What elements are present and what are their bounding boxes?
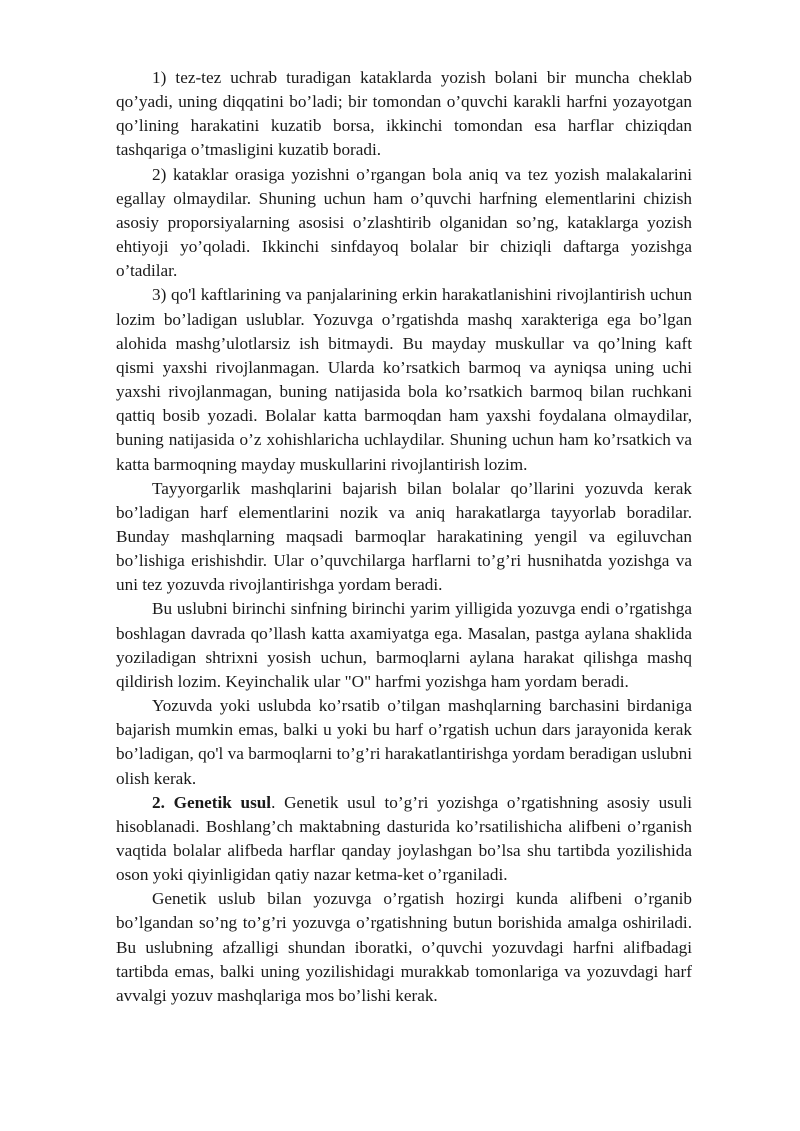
paragraph-7 bbox=[116, 791, 692, 888]
paragraph-1: 1) tez-tez uchrab turadigan kataklarda yozish bolani bir muncha cheklab qo’yadi, uning diqqatini bo’ladi; bir tomondan o’quvchi karakli harfni yozayotgan qo’lining harakatini kuzatib borsa, ikkinchi tomondan esa harflar chiziqdan tashqariga o’tmasligini kuzatib boradi. bbox=[116, 68, 692, 160]
paragraph-6: Yozuvda yoki uslubda ko’rsatib o’tilgan mashqlarning barchasini birdaniga bajarish mumkin emas, balki u yoki bu harf o’rgatish uchun dars jarayonida kerak bo’ladigan, qo'l va barmoqlarni to’g’ri harakatlantirishga yordam beradigan uslubni olish kerak. bbox=[116, 696, 692, 788]
section-heading-genetik-usul: 2. Genetik usul bbox=[152, 792, 272, 812]
paragraph-2: 2) kataklar orasiga yozishni o’rgangan bola aniq va tez yozish malakalarini egallay olmaydilar. Shuning uchun ham o’quvchi harfning elementlarini chizish asosiy proporsiyalarning asosisi o’zlashtirib olganidan so’ng, kataklarga yozish ehtiyoji yo’qoladi. Ikkinchi sinfdayoq bolalar bir chiziqli daftarga yozishga o’tadilar. bbox=[116, 164, 692, 281]
paragraph-4: Tayyorgarlik mashqlarini bajarish bilan bolalar qo’llarini yozuvda kerak bo’ladigan harf elementlarini nozik va aniq harakatlarga tayyorlab boradilar. Bunday mashqlarning maqsadi barmoqlar harakatining yengil va egiluvchan bo’lishiga erishishdir. Ular o’quvchilarga harflarni to’g’ri husnihatda yozishga va uni tez yozuvda rivojlantirishga yordam beradi. bbox=[116, 478, 692, 595]
paragraph-7-text: . Genetik usul to’g’ri yozishga o’rgatishning asosiy usuli hisoblanadi. Boshlang’ch maktabning dasturida ko’rsatilishicha alifbeni o’rganish vaqtida bolalar alifbeda harflar qanday joylashgan bo’lsa shu tartibda yozilishida oson yoki qiyinligidan qatiy nazar ketma-ket o’rganiladi. bbox=[116, 792, 692, 885]
paragraph-3: 3) qo'l kaftlarining va panjalarining erkin harakatlanishini rivojlantirish uchun lozim bo’ladigan uslublar. Yozuvga o’rgatishda mashq xarakteriga ega bo’lgan alohida mashg’ulotlarsiz ish bitmaydi. Bu mayday muskullar va qo’lning kaft qismi yaxshi rivojlanmagan. Ularda ko’rsatkich barmoq va ayniqsa uning uchi yaxshi rivojlanmagan, buning natijasida bola ko’rsatkich barmoq bilan ruchkani qattiq bosib yozadi. Bolalar katta barmoqdan ham yaxshi foydalana olmaydilar, buning natijasida o’z xohishlaricha uchlaydilar. Shuning uchun ham ko’rsatkich va katta barmoqning mayday muskullarini rivojlantirish lozim. bbox=[116, 285, 692, 474]
paragraph-5: Bu uslubni birinchi sinfning birinchi yarim yilligida yozuvga endi o’rgatishga boshlagan davrada qo’llash katta axamiyatga ega. Masalan, pastga aylana shaklida yoziladigan shtrixni yosish uchun, barmoqlarni aylana harakat qilishga mashq qildirish lozim. Keyinchalik ular "O" harfmi yozishga ham yordam beradi. bbox=[116, 599, 692, 691]
paragraph-8: Genetik uslub bilan yozuvga o’rgatish hozirgi kunda alifbeni o’rganib bo’lgandan so’ng to’g’ri yozuvga o’rgatishning butun borishida amalga oshiriladi. Bu uslubning afzalligi shundan iboratki, o’quvchi yozuvdagi harfni alifbadagi tartibda emas, balki uning yozilishidagi murakkab tomonlariga va yozuvdagi harf avvalgi yozuv mashqlariga mos bo’lishi kerak. bbox=[116, 889, 692, 1005]
document-page bbox=[116, 66, 692, 1008]
